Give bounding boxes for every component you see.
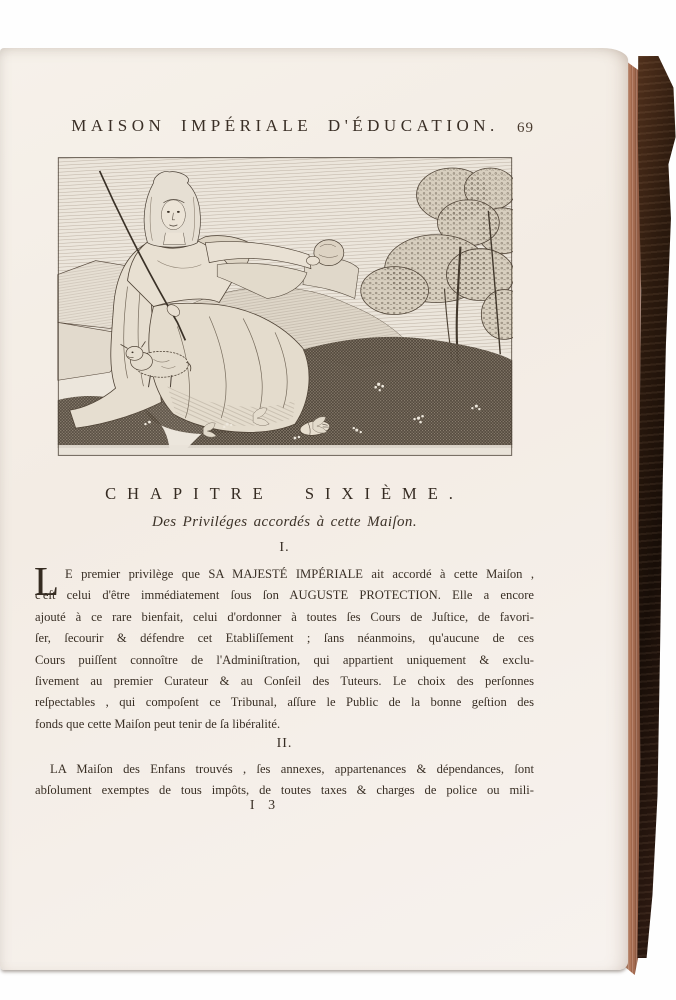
signature-mark: I 3 <box>249 798 281 813</box>
running-title: MAISON IMPÉRIALE D'ÉDUCATION. <box>71 116 499 135</box>
drop-cap-initial: L <box>34 558 60 604</box>
text-line: LA Maiſon des Enfans trouvés , ſes annexes, appartenances & dépendances, ſont <box>50 762 534 776</box>
page-number: 69 <box>517 120 534 136</box>
text-line: Cours puiſſent connoître de l'Adminiſtration, qui appartient uniquement & exclu- <box>35 652 534 667</box>
section-numeral-2: II. <box>276 736 293 751</box>
text-line: ſer, ſecourir & défendre cet Etabliſſement ; ſans néanmoins, qu'aucune de ces <box>35 631 534 646</box>
page-header <box>35 116 535 136</box>
book-page <box>0 48 628 970</box>
text-line: reſpectables , qui compoſent ce Tribunal, aſſure le Public de la bonne geſtion des <box>35 695 534 710</box>
text-line: E premier privilège que SA MAJESTÉ IMPÉRIALE ait accordé à cette Maiſon , <box>65 567 534 581</box>
plate-foreground-strip <box>58 445 512 456</box>
text-line: c'eſt celui d'être immédiatement ſous ſon AUGUSTE PROTECTION. Elle a encore <box>35 588 534 603</box>
chapter-subtitle: Des Priviléges accordés à cette Maiſon. <box>152 514 417 530</box>
text-line: ajouté à ce rare bienfait, celui d'ordonner à toutes ſes Cours de Juſtice, de favori- <box>35 609 534 624</box>
text-line: abſolument exemptes de tous impôts, de toutes taxes & charges de police ou mili- <box>35 783 534 798</box>
paragraph-1 <box>34 558 534 735</box>
engraving-illustration <box>57 157 513 456</box>
book-binding-leather <box>634 56 676 958</box>
text-line: ſivement au premier Curateur & au Conſeil des Tuteurs. Le choix des perſonnes <box>35 673 534 688</box>
paragraph-2 <box>35 759 534 802</box>
section-numeral-1: I. <box>279 540 290 555</box>
text-line: fonds que cette Maiſon peut tenir de ſa libéralité. <box>35 716 281 731</box>
chapter-title: CHAPITRE SIXIÈME. <box>105 484 464 503</box>
